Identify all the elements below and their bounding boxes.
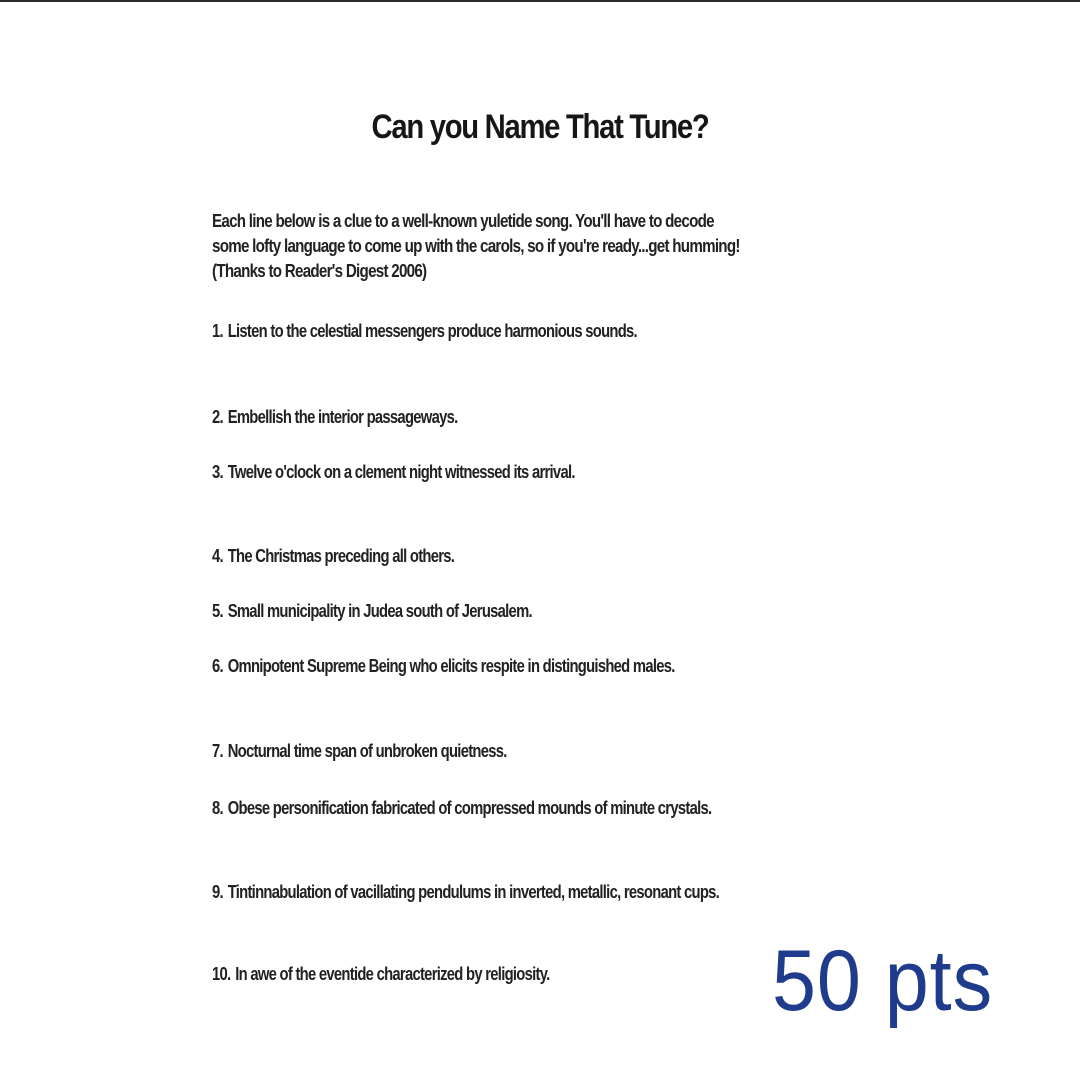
question-text: In awe of the eventide characterized by religiosity. [235, 963, 550, 984]
question-text: Twelve o'clock on a clement night witnessed its arrival. [227, 461, 575, 482]
question-7 [212, 740, 507, 762]
intro-line-3: (Thanks to Reader's Digest 2006) [212, 260, 427, 281]
score-handwritten: 50 pts [772, 933, 994, 1029]
question-text: Omnipotent Supreme Being who elicits respite in distinguished males. [227, 655, 675, 676]
question-number: 7. [212, 740, 223, 761]
intro-line-2: some lofty language to come up with the carols, so if you're ready...get humming! [212, 235, 740, 256]
question-1 [212, 320, 637, 342]
question-3 [212, 461, 575, 483]
question-number: 4. [212, 545, 223, 566]
question-text: Nocturnal time span of unbroken quietness. [227, 740, 507, 761]
question-number: 1. [212, 320, 223, 341]
intro-line-1: Each line below is a clue to a well-known yuletide song. You'll have to decode [212, 210, 714, 231]
question-text: Tintinnabulation of vacillating pendulums in inverted, metallic, resonant cups. [227, 881, 720, 902]
question-4 [212, 545, 454, 567]
page-title: Can you Name That Tune? [371, 108, 709, 146]
question-9 [212, 881, 719, 903]
question-number: 2. [212, 406, 223, 427]
question-text: Embellish the interior passageways. [227, 406, 458, 427]
question-number: 9. [212, 881, 223, 902]
question-number: 8. [212, 797, 223, 818]
question-2 [212, 406, 458, 428]
intro-paragraph [212, 208, 835, 283]
question-text: Small municipality in Judea south of Jerusalem. [227, 600, 532, 621]
question-text: Listen to the celestial messengers produce harmonious sounds. [227, 320, 637, 341]
question-number: 10. [212, 963, 231, 984]
question-10 [212, 963, 550, 985]
question-8 [212, 797, 711, 819]
question-number: 3. [212, 461, 223, 482]
question-text: The Christmas preceding all others. [227, 545, 455, 566]
question-5 [212, 600, 532, 622]
question-6 [212, 655, 675, 677]
question-number: 6. [212, 655, 223, 676]
question-number: 5. [212, 600, 223, 621]
question-text: Obese personification fabricated of compressed mounds of minute crystals. [227, 797, 712, 818]
